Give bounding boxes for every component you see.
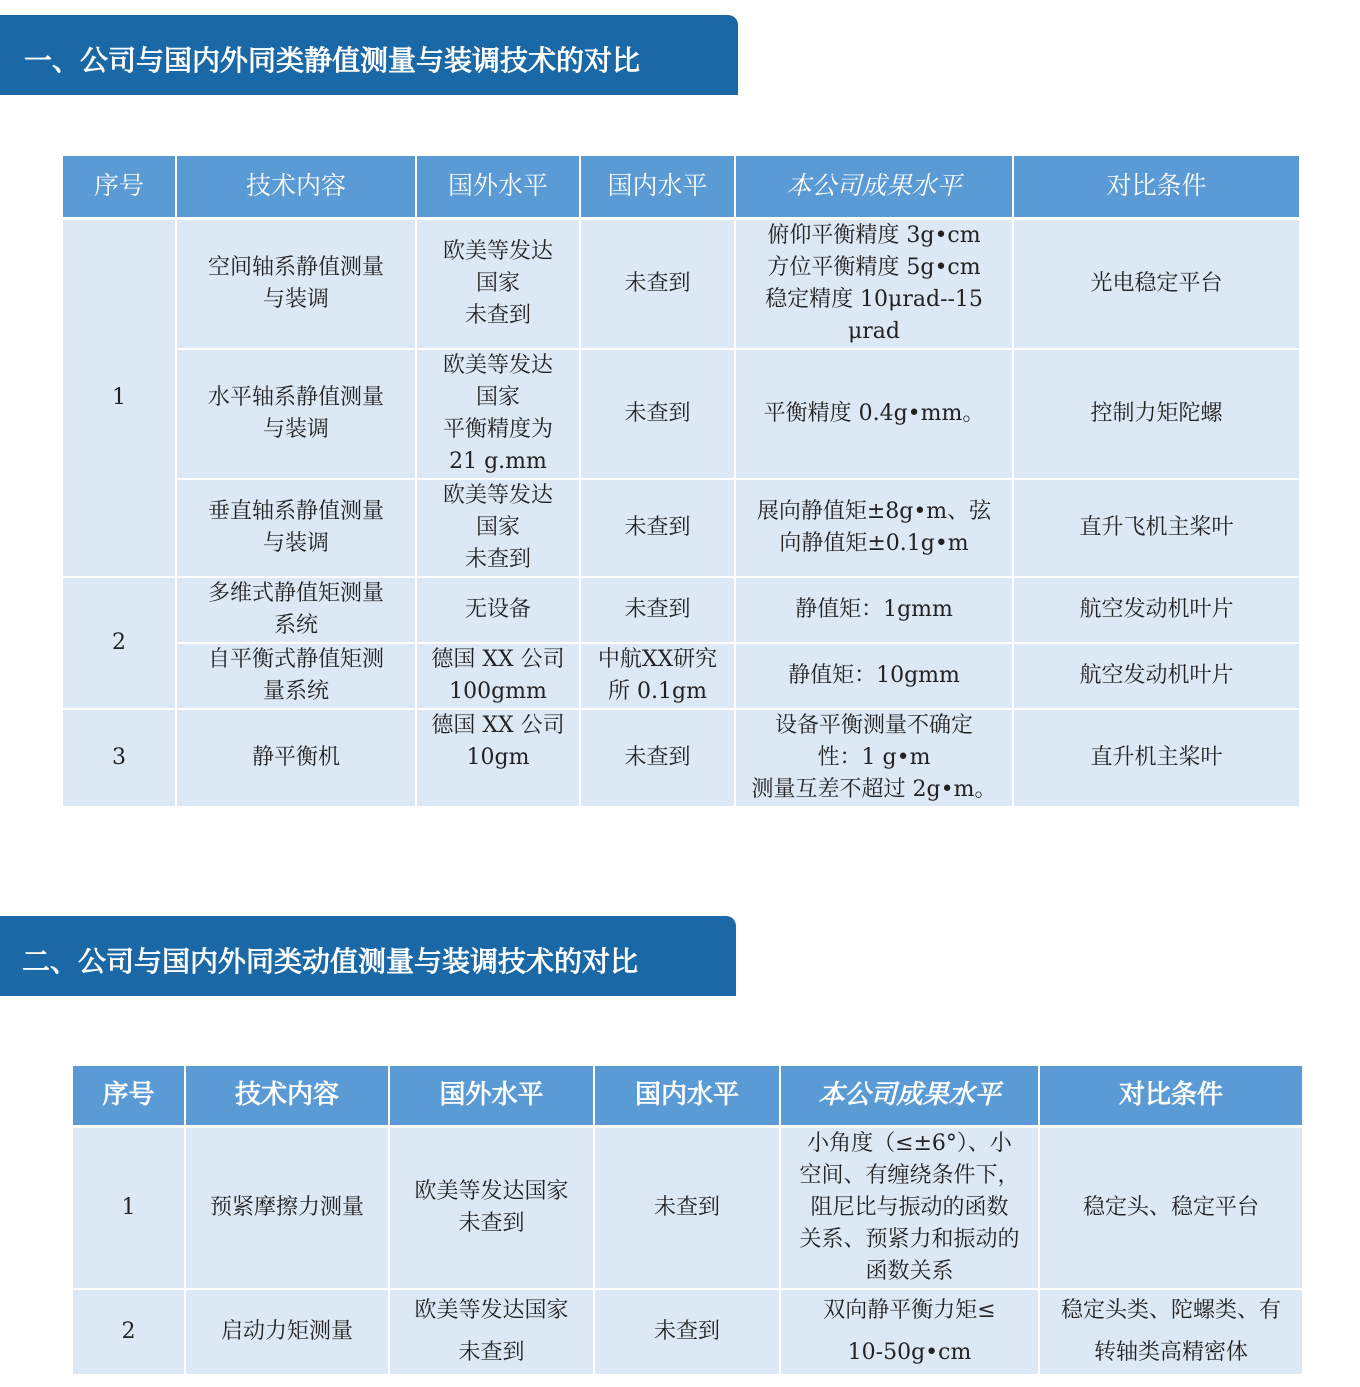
condition-cell: 航空发动机叶片 xyxy=(1013,577,1299,643)
table-header-row xyxy=(63,156,1299,218)
foreign-level-cell: 欧美等发达国家 未查到 xyxy=(389,1126,594,1289)
header-tech: 技术内容 xyxy=(185,1066,389,1126)
condition-cell: 控制力矩陀螺 xyxy=(1013,349,1299,479)
foreign-level-cell: 无设备 xyxy=(416,577,580,643)
foreign-level-cell: 德国 XX 公司 10gm xyxy=(416,709,580,807)
domestic-level-cell: 未查到 xyxy=(594,1289,780,1375)
table-row xyxy=(73,1289,1302,1375)
section1-title-banner xyxy=(0,15,738,95)
dynamic-comparison-table xyxy=(73,1066,1302,1376)
row-number: 1 xyxy=(63,218,176,577)
header-condition: 对比条件 xyxy=(1039,1066,1302,1126)
tech-content-cell: 多维式静值矩测量 系统 xyxy=(176,577,416,643)
company-level-cell: 静值矩：1gmm xyxy=(735,577,1013,643)
foreign-level-cell: 欧美等发达 国家 平衡精度为 21 g.mm xyxy=(416,349,580,479)
row-number: 2 xyxy=(63,577,176,709)
domestic-level-cell: 未查到 xyxy=(580,577,735,643)
condition-cell: 直升飞机主桨叶 xyxy=(1013,479,1299,577)
table-row xyxy=(73,1126,1302,1289)
tech-content-cell: 水平轴系静值测量 与装调 xyxy=(176,349,416,479)
tech-content-cell: 垂直轴系静值测量 与装调 xyxy=(176,479,416,577)
header-foreign: 国外水平 xyxy=(416,156,580,218)
company-level-cell: 双向静平衡力矩≤ 10-50g•cm xyxy=(780,1289,1039,1375)
domestic-level-cell: 中航XX研究 所 0.1gm xyxy=(580,643,735,709)
company-level-cell: 展向静值矩±8g•m、弦 向静值矩±0.1g•m xyxy=(735,479,1013,577)
foreign-level-cell: 欧美等发达 国家 未查到 xyxy=(416,218,580,349)
domestic-level-cell: 未查到 xyxy=(580,349,735,479)
foreign-level-cell: 欧美等发达国家 未查到 xyxy=(389,1289,594,1375)
condition-cell: 稳定头、稳定平台 xyxy=(1039,1126,1302,1289)
header-company: 本公司成果水平 xyxy=(735,156,1013,218)
static-comparison-table xyxy=(63,156,1299,808)
table-row xyxy=(63,643,1299,709)
tech-content-cell: 启动力矩测量 xyxy=(185,1289,389,1375)
header-domestic: 国内水平 xyxy=(594,1066,780,1126)
section2-title-banner xyxy=(0,916,736,996)
tech-content-cell: 空间轴系静值测量 与装调 xyxy=(176,218,416,349)
section1-title: 一、公司与国内外同类静值测量与装调技术的对比 xyxy=(24,44,641,77)
condition-cell: 光电稳定平台 xyxy=(1013,218,1299,349)
domestic-level-cell: 未查到 xyxy=(580,218,735,349)
condition-cell: 航空发动机叶片 xyxy=(1013,643,1299,709)
table-row xyxy=(63,479,1299,577)
condition-cell: 稳定头类、陀螺类、有 转轴类高精密体 xyxy=(1039,1289,1302,1375)
company-level-cell: 小角度（≤±6°）、小 空间、有缠绕条件下， 阻尼比与振动的函数 关系、预紧力和振动的 函数关系 xyxy=(780,1126,1039,1289)
row-number: 2 xyxy=(73,1289,185,1375)
company-level-cell: 俯仰平衡精度 3g•cm 方位平衡精度 5g•cm 稳定精度 10μrad--15 μrad xyxy=(735,218,1013,349)
tech-content-cell: 自平衡式静值矩测 量系统 xyxy=(176,643,416,709)
header-foreign: 国外水平 xyxy=(389,1066,594,1126)
section2-title: 二、公司与国内外同类动值测量与装调技术的对比 xyxy=(22,945,639,978)
company-level-cell: 设备平衡测量不确定 性：1 g•m 测量互差不超过 2g•m。 xyxy=(735,709,1013,807)
row-number: 3 xyxy=(63,709,176,807)
domestic-level-cell: 未查到 xyxy=(580,479,735,577)
table-row xyxy=(63,349,1299,479)
condition-cell: 直升机主桨叶 xyxy=(1013,709,1299,807)
table-row xyxy=(63,709,1299,807)
tech-content-cell: 静平衡机 xyxy=(176,709,416,807)
foreign-level-cell: 德国 XX 公司 100gmm xyxy=(416,643,580,709)
domestic-level-cell: 未查到 xyxy=(580,709,735,807)
header-condition: 对比条件 xyxy=(1013,156,1299,218)
domestic-level-cell: 未查到 xyxy=(594,1126,780,1289)
header-domestic: 国内水平 xyxy=(580,156,735,218)
table-header-row xyxy=(73,1066,1302,1126)
header-company: 本公司成果水平 xyxy=(780,1066,1039,1126)
table-row xyxy=(63,577,1299,643)
tech-content-cell: 预紧摩擦力测量 xyxy=(185,1126,389,1289)
header-no: 序号 xyxy=(73,1066,185,1126)
company-level-cell: 静值矩：10gmm xyxy=(735,643,1013,709)
header-tech: 技术内容 xyxy=(176,156,416,218)
company-level-cell: 平衡精度 0.4g•mm。 xyxy=(735,349,1013,479)
row-number: 1 xyxy=(73,1126,185,1289)
header-no: 序号 xyxy=(63,156,176,218)
foreign-level-cell: 欧美等发达 国家 未查到 xyxy=(416,479,580,577)
table-row xyxy=(63,218,1299,349)
